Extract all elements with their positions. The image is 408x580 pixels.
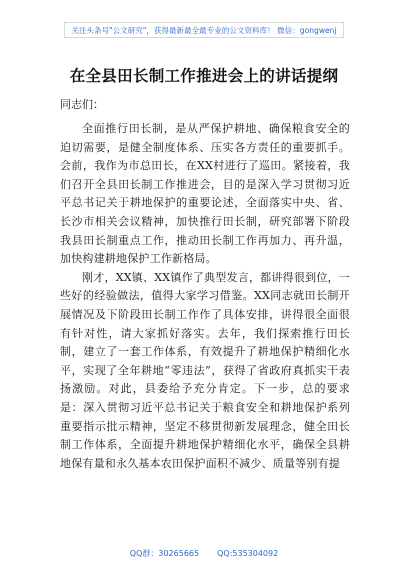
footer-qq: QQ:535304092: [217, 549, 279, 558]
document-title: 在全县田长制工作推进会上的讲话提纲: [69, 67, 339, 85]
footer-qq-group: QQ群：30265665: [129, 549, 200, 558]
paragraph-2: 刚才，XX镇、XX镇作了典型发言，都讲得很到位，一些好的经验做法，值得大家学习借鉴。XX同志就田长制开展情况及下阶段田长制工作作了具体安排，讲得很全面很有针对性，请大家抓好落实。去年，我们探索推行田长制，建立了一套工作体系，有效提升了耕地保护精细化水平，实现了全年耕地“零违法”，获得了省政府真抓实干表扬激励。对此，县委给予充分肯定。下一步，总的要求是：深入贯彻习近平总书记关于粮食安全和耕地保护系列重要指示批示精神，坚定不移贯彻新发展理念，健全田长制工作体系，全面提升耕地保护精细化水平，确保全县耕地保有量和永久基本农田保护面积不减少、质量等别有提: [60, 270, 350, 470]
paragraph-1: 全面推行田长制，是从严保护耕地、确保粮食安全的迫切需要，是健全制度体系、压实各方责任的重要抓手。会前，我作为市总田长，在XX村进行了巡田。紧接着，我们召开全县田长制工作推进会，目的是深入学习贯彻习近平总书记关于耕地保护的重要论述，全面落实中央、省、长沙市相关会议精神，加快推行田长制，研究部署下阶段我县田长制重点工作，推动田长制工作再加力、再升温，加快构建耕地保护工作新格局。: [60, 122, 350, 266]
top-banner: [64, 22, 344, 38]
footer-contact: [0, 548, 408, 559]
salutation: 同志们：: [60, 98, 104, 111]
document-body: [60, 120, 350, 473]
banner-text: 关注头条号"公文研究"，获得最新最全最专业的公文资料库！ 微信：gongwenj: [71, 25, 337, 35]
